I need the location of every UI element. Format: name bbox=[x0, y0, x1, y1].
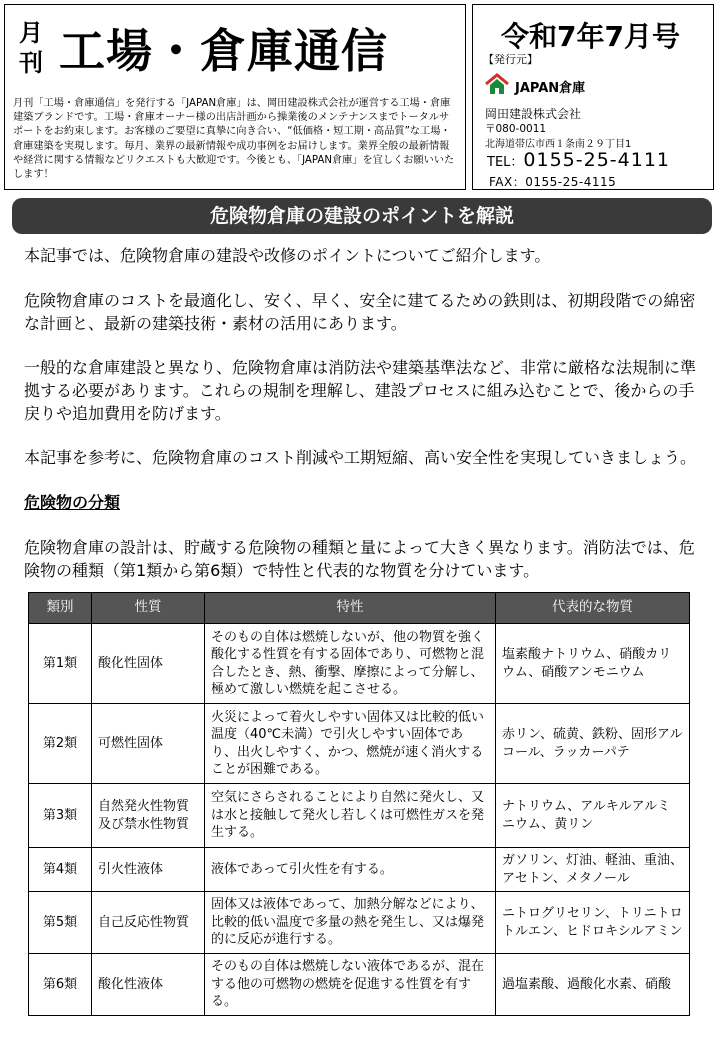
column-header-class: 類別 bbox=[29, 593, 92, 624]
company-name: 岡田建設株式会社 bbox=[485, 107, 582, 121]
tel-line bbox=[487, 149, 670, 171]
characteristics-cell: 空気にさらされることにより自然に発火し、又は水と接触して発火し若しくは可燃性ガスを発生する。 bbox=[205, 784, 496, 848]
property-cell: 自然発火性物質及び禁水性物質 bbox=[92, 784, 205, 848]
logo-text: JAPAN倉庫 bbox=[515, 81, 586, 96]
newsletter-intro: 月刊「工場・倉庫通信」を発行する「JAPAN倉庫」は、岡田建設株式会社が運営する工場・倉庫建築ブランドです。工場・倉庫オーナー様の出店計画から操業後のメンテナンスまでトータルサポートをお約束します。お客様のご要望に真摯に向き合い、“低価格・短工期・高品質”な工場・倉庫建築を実現します。毎月、業界の最新情報や成功事例をお届けします。業界全般の最新情報や経営に関する情報などリクエストも大歓迎です。今後とも、「JAPAN倉庫」を宜しくお願いいたします！ bbox=[13, 98, 455, 181]
class-cell: 第6類 bbox=[29, 954, 92, 1016]
column-header-characteristics: 特性 bbox=[205, 593, 496, 624]
japan-souko-logo-icon bbox=[485, 73, 509, 95]
characteristics-cell: 固体又は液体であって、加熱分解などにより、比較的低い温度で多量の熱を発生し、又は爆発的に反応が進行する。 bbox=[205, 892, 496, 954]
paragraph: 危険物倉庫の設計は、貯蔵する危険物の種類と量によって大きく異なります。消防法では、危険物の種類（第1類から第6類）で特性と代表的な物質を分けています。 bbox=[24, 538, 695, 580]
class-cell: 第2類 bbox=[29, 704, 92, 784]
class-cell: 第1類 bbox=[29, 624, 92, 704]
article-title-banner: 危険物倉庫の建設のポイントを解説 bbox=[12, 198, 712, 234]
publisher-box bbox=[472, 4, 714, 190]
characteristics-cell: そのもの自体は燃焼しないが、他の物質を強く酸化する性質を有する固体であり、可燃物と混合したとき、熱、衝撃、摩擦によって分解し、極めて激しい燃焼を起こさせる。 bbox=[205, 624, 496, 704]
table-row bbox=[29, 848, 690, 892]
substances-cell: ガソリン、灯油、軽油、重油、アセトン、メタノール bbox=[496, 848, 690, 892]
tel-number: 0155-25-4111 bbox=[523, 149, 671, 171]
table-row bbox=[29, 704, 690, 784]
table-row bbox=[29, 892, 690, 954]
hazard-classification-table bbox=[28, 592, 690, 1016]
paragraph: 本記事では、危険物倉庫の建設や改修のポイントについてご紹介します。 bbox=[24, 246, 551, 265]
paragraph: 危険物倉庫のコストを最適化し、安く、早く、安全に建てるための鉄則は、初期段階での綿密な計画と、最新の建築技術・素材の活用にあります。 bbox=[24, 291, 696, 333]
property-cell: 自己反応性物質 bbox=[92, 892, 205, 954]
paragraph: 一般的な倉庫建設と異なり、危険物倉庫は消防法や建築基準法など、非常に厳格な法規制に準拠する必要があります。これらの規制を理解し、建設プロセスに組み込むことで、後からの手戻りや追加費用を防げます。 bbox=[24, 358, 697, 423]
substances-cell: 過塩素酸、過酸化水素、硝酸 bbox=[496, 954, 690, 1016]
substances-cell: 赤リン、硫黄、鉄粉、固形アルコール、ラッカーパテ bbox=[496, 704, 690, 784]
substances-cell: 塩素酸ナトリウム、硝酸カリウム、硝酸アンモニウム bbox=[496, 624, 690, 704]
newsletter-title: 工場・倉庫通信 bbox=[59, 24, 388, 78]
masthead bbox=[4, 4, 466, 190]
characteristics-cell: 液体であって引火性を有する。 bbox=[205, 848, 496, 892]
table-row bbox=[29, 624, 690, 704]
property-cell: 可燃性固体 bbox=[92, 704, 205, 784]
substances-cell: ニトログリセリン、トリニトロトルエン、ヒドロキシルアミン bbox=[496, 892, 690, 954]
property-cell: 引火性液体 bbox=[92, 848, 205, 892]
table-header-row bbox=[29, 593, 690, 624]
fax-line: FAX：0155-25-4115 bbox=[489, 175, 617, 189]
column-header-property: 性質 bbox=[92, 593, 205, 624]
issue-date: 令和7年7月号 bbox=[501, 20, 680, 53]
monthly-label-1: 月 bbox=[19, 19, 43, 47]
characteristics-cell: 火災によって着火しやすい固体又は比較的低い温度（40℃未満）で引火しやすい固体であり、出火しやすく、かつ、燃焼が速く消火することが困難である。 bbox=[205, 704, 496, 784]
section-heading: 危険物の分類 bbox=[24, 493, 121, 512]
publisher-label: 【発行元】 bbox=[483, 53, 538, 66]
property-cell: 酸化性固体 bbox=[92, 624, 205, 704]
class-cell: 第5類 bbox=[29, 892, 92, 954]
column-header-substances: 代表的な物質 bbox=[496, 593, 690, 624]
postal-code: 〒080-0011 bbox=[485, 123, 547, 135]
characteristics-cell: そのもの自体は燃焼しない液体であるが、混在する他の可燃物の燃焼を促進する性質を有する。 bbox=[205, 954, 496, 1016]
tel-label: TEL： bbox=[487, 155, 524, 170]
table-row bbox=[29, 784, 690, 848]
company-address: 北海道帯広市西１条南２９丁目1 bbox=[485, 139, 632, 150]
monthly-label-2: 刊 bbox=[19, 49, 43, 77]
paragraph: 本記事を参考に、危険物倉庫のコスト削減や工期短縮、高い安全性を実現していきましょう。 bbox=[24, 448, 697, 467]
table-row bbox=[29, 954, 690, 1016]
class-cell: 第4類 bbox=[29, 848, 92, 892]
substances-cell: ナトリウム、アルキルアルミニウム、黄リン bbox=[496, 784, 690, 848]
property-cell: 酸化性液体 bbox=[92, 954, 205, 1016]
class-cell: 第3類 bbox=[29, 784, 92, 848]
